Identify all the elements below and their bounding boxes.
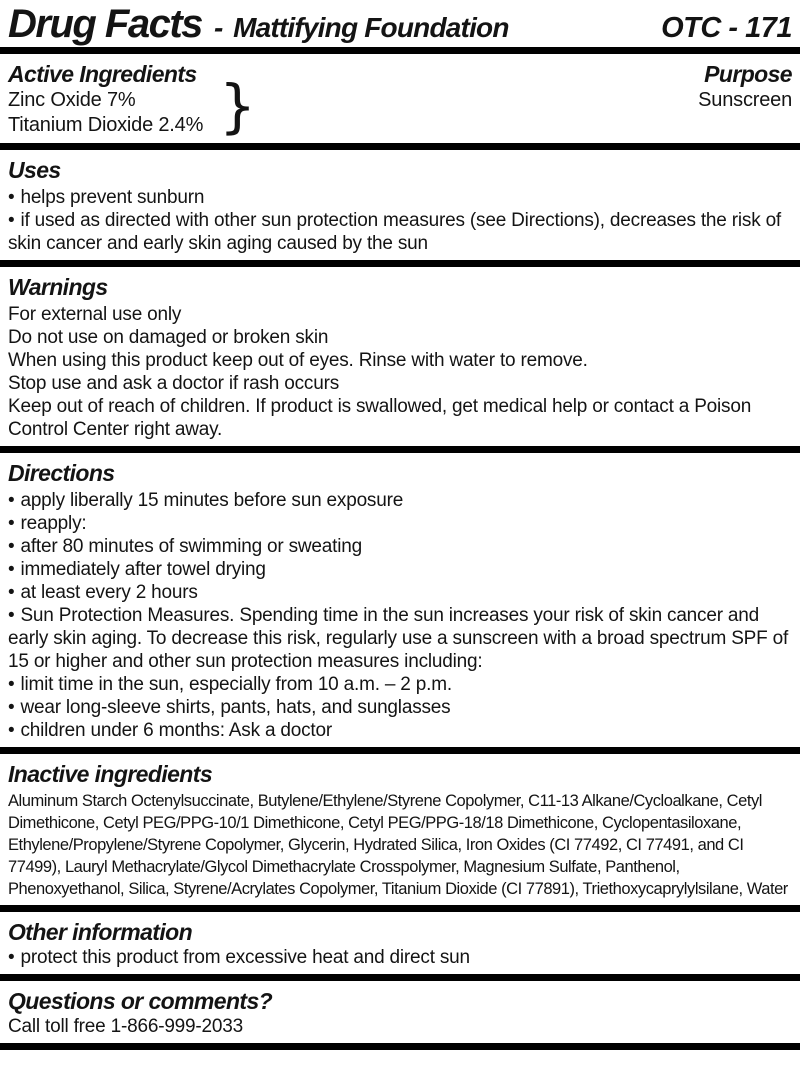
title-separator: - xyxy=(213,12,224,43)
directions-item-text: children under 6 months: Ask a doctor xyxy=(20,720,333,741)
bullet-glyph: • xyxy=(8,605,15,626)
uses-heading: Uses xyxy=(8,157,61,183)
header xyxy=(8,2,792,47)
bullet-glyph: • xyxy=(8,490,15,511)
bullet-glyph: • xyxy=(8,674,15,695)
directions-item xyxy=(8,696,792,719)
directions-item-text: limit time in the sun, especially from 10 a.m. – 2 p.m. xyxy=(20,674,452,695)
questions-heading: Questions or comments? xyxy=(8,988,273,1014)
section-divider xyxy=(0,47,800,54)
warning-line: Do not use on damaged or broken skin xyxy=(8,327,329,348)
uses-item-text: if used as directed with other sun protection measures (see Directions), decreases the risk of skin cancer and early skin aging caused by the sun xyxy=(8,210,782,254)
section-divider xyxy=(0,905,800,912)
purpose-heading: Purpose xyxy=(704,61,792,87)
other-information-section xyxy=(8,912,792,974)
directions-section xyxy=(8,453,792,747)
directions-item xyxy=(8,581,792,604)
directions-item xyxy=(8,489,792,512)
directions-item xyxy=(8,673,792,696)
directions-item xyxy=(8,719,792,742)
otc-code: OTC - 171 xyxy=(661,12,792,44)
active-ingredients-section xyxy=(8,54,792,143)
directions-item-text: apply liberally 15 minutes before sun exposure xyxy=(20,490,404,511)
directions-item-text: reapply: xyxy=(20,513,87,534)
bullet-glyph: • xyxy=(8,582,15,603)
warning-line: Stop use and ask a doctor if rash occurs xyxy=(8,373,340,394)
active-ingredient-item: Titanium Dioxide 2.4% xyxy=(8,114,204,136)
purpose-column xyxy=(698,61,792,113)
bullet-glyph: • xyxy=(8,513,15,534)
warning-line: When using this product keep out of eyes. Rinse with water to remove. xyxy=(8,350,588,371)
directions-item-text: Sun Protection Measures. Spending time in the sun increases your risk of skin cancer and early skin aging. To decrease this risk, regularly use a sunscreen with a broad spectrum SPF of 15 or higher and other sun protection measures including: xyxy=(8,605,789,672)
warnings-section xyxy=(8,267,792,446)
directions-item xyxy=(8,512,792,535)
other-information-heading: Other information xyxy=(8,919,193,945)
product-name: Mattifying Foundation xyxy=(233,12,509,43)
warning-line: Keep out of reach of children. If product is swallowed, get medical help or contact a Poison Control Center right away. xyxy=(8,396,752,440)
directions-heading: Directions xyxy=(8,460,115,486)
questions-phone-line: Call toll free 1-866-999-2033 xyxy=(8,1016,244,1037)
bullet-glyph: • xyxy=(8,210,15,231)
other-information-text: protect this product from excessive heat and direct sun xyxy=(20,947,470,968)
directions-item-text: at least every 2 hours xyxy=(20,582,198,603)
directions-item-text: wear long-sleeve shirts, pants, hats, and sunglasses xyxy=(20,697,451,718)
inactive-ingredients-text: Aluminum Starch Octenylsuccinate, Butylene/Ethylene/Styrene Copolymer, C11-13 Alkane/Cycloalkane, Cetyl Dimethicone, Cetyl PEG/PPG-10/1 Dimethicone, Cetyl PEG/PPG-18/18 Dimethicone, Cyclopentasiloxane, Ethylene/Propylene/Styrene Copolymer, Glycerin, Hydrated Silica, Iron Oxides (CI 77492, CI 77491, and CI 77499), Lauryl Methacrylate/Glycol Dimethacrylate Crosspolymer, Magnesium Sulfate, Panthenol, Phenoxyethanol, Silica, Styrene/Acrylates Copolymer, Titanium Dioxide (CI 77891), Triethoxycaprylylsilane, Water xyxy=(8,792,788,898)
bullet-glyph: • xyxy=(8,536,15,557)
warning-line: For external use only xyxy=(8,304,182,325)
uses-section xyxy=(8,150,792,260)
section-divider xyxy=(0,143,800,150)
uses-item xyxy=(8,209,792,255)
inactive-ingredients-heading: Inactive ingredients xyxy=(8,761,213,787)
inactive-ingredients-section xyxy=(8,754,792,905)
section-divider xyxy=(0,1043,800,1050)
drug-facts-title: Drug Facts xyxy=(8,2,202,46)
directions-item xyxy=(8,535,792,558)
bullet-glyph: • xyxy=(8,720,15,741)
section-divider xyxy=(0,260,800,267)
directions-item xyxy=(8,604,792,673)
active-ingredient-item: Zinc Oxide 7% xyxy=(8,89,136,111)
questions-section xyxy=(8,981,792,1043)
directions-item xyxy=(8,558,792,581)
uses-item-text: helps prevent sunburn xyxy=(20,187,205,208)
section-divider xyxy=(0,974,800,981)
directions-item-text: immediately after towel drying xyxy=(20,559,266,580)
bullet-glyph: • xyxy=(8,697,15,718)
section-divider xyxy=(0,446,800,453)
brace-glyph: } xyxy=(219,72,256,140)
active-ingredients-heading: Active Ingredients xyxy=(8,61,197,87)
bullet-glyph: • xyxy=(8,559,15,580)
section-divider xyxy=(0,747,800,754)
uses-item xyxy=(8,186,792,209)
bullet-glyph: • xyxy=(8,947,15,968)
bullet-glyph: • xyxy=(8,187,15,208)
directions-item-text: after 80 minutes of swimming or sweating xyxy=(20,536,362,557)
purpose-value: Sunscreen xyxy=(698,89,792,111)
warnings-heading: Warnings xyxy=(8,274,108,300)
other-information-item xyxy=(8,946,792,969)
active-ingredients-column xyxy=(8,61,203,138)
